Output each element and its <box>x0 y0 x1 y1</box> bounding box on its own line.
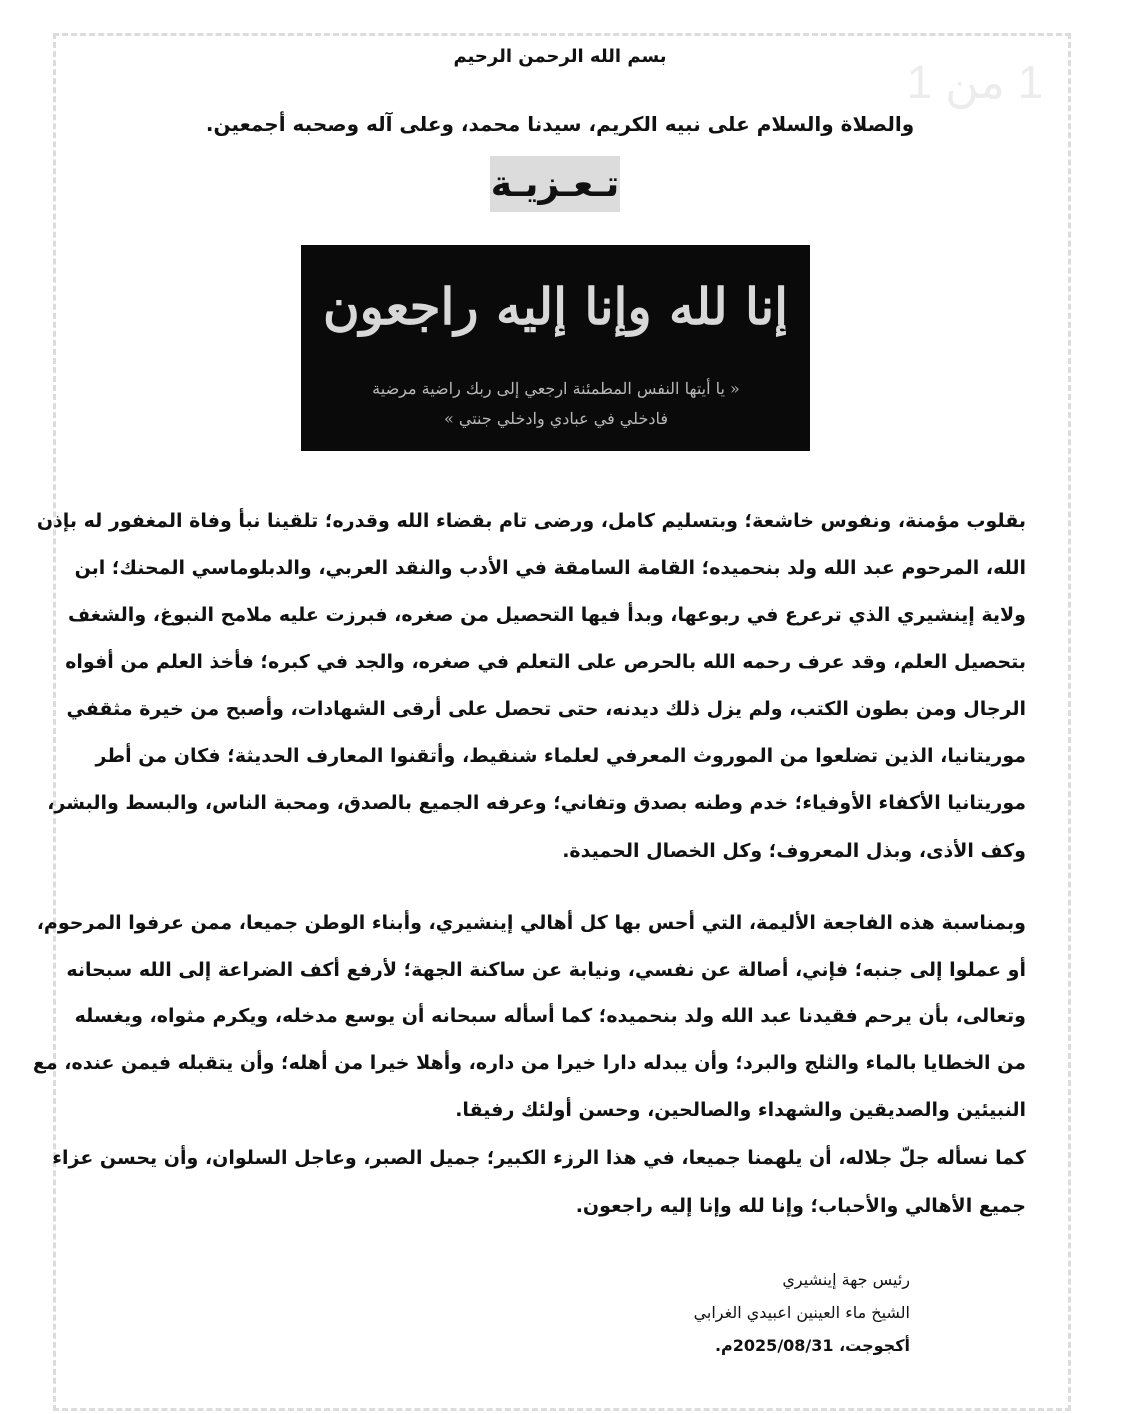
banner-verse-line-2: فادخلي في عبادي وادخلي جنتي » <box>444 409 668 428</box>
paragraph-2-line: من الخطايا بالماء والثلج والبرد؛ وأن يبدله دارا خيرا من داره، وأهلا خيرا من أهله؛ وأن يتقبله فيمن عنده، مع <box>32 1052 1026 1074</box>
banner-verse-line-1: « يا أيتها النفس المطمئنة ارجعي إلى ربك راضية مرضية <box>372 379 740 398</box>
paragraph-1-line: وكف الأذى، وبذل المعروف؛ وكل الخصال الحميدة. <box>562 840 1026 862</box>
paragraph-2-line: كما نسأله جلّ جلاله، أن يلهمنا جميعا، في هذا الرزء الكبير؛ جميل الصبر، وعاجل السلوان، وأن يحسن عزاء <box>52 1147 1026 1169</box>
paragraph-1-line: موريتانيا، الذين تضلعوا من الموروث المعرفي لعلماء شنقيط، وأتقنوا المعارف الحديثة؛ فكان من أطر <box>95 745 1026 767</box>
paragraph-2-line: أو عملوا إلى جنبه؛ فإني، أصالة عن نفسي، ونيابة عن ساكنة الجهة؛ لأرفع أكف الضراعة إلى الله سبحانه <box>66 959 1026 981</box>
signature-place-date: أكجوجت، 2025/08/31م. <box>714 1336 910 1355</box>
paragraph-1-line: ولاية إينشيري الذي ترعرع في ربوعها، وبدأ فيها التحصيل من صغره، فبرزت عليه ملامح النبوغ، والشغف <box>67 604 1026 626</box>
banner-calligraphy: إنا لله وإنا إليه راجعون <box>322 277 789 336</box>
paragraph-2-line: النبيئين والصديقين والشهداء والصالحين، وحسن أولئك رفيقا. <box>455 1099 1026 1121</box>
paragraph-1-line: الله، المرحوم عبد الله ولد بنحميده؛ القامة السامقة في الأدب والنقد العربي، والدبلوماسي المحنك؛ ابن <box>74 557 1026 579</box>
signature-name: الشيخ ماء العينين اعبيدي الغرابي <box>693 1303 910 1322</box>
paragraph-1-line: بقلوب مؤمنة، ونفوس خاشعة؛ وبتسليم كامل، ورضى تام بقضاء الله وقدره؛ تلقينا نبأ وفاة المغفور له بإذن <box>36 510 1026 532</box>
paragraph-1-line: بتحصيل العلم، وقد عرف رحمه الله بالحرص على التعلم في صغره، والجد في كبره؛ فأخذ العلم من أفواه <box>65 651 1026 673</box>
basmala-heading: بسم الله الرحمن الرحيم <box>453 46 667 67</box>
paragraph-2-line: جميع الأهالي والأحباب؛ وإنا لله وإنا إليه راجعون. <box>575 1195 1026 1217</box>
paragraph-1-line: موريتانيا الأكفاء الأوفياء؛ خدم وطنه بصدق وتفاني؛ وعرفه الجميع بالصدق، ومحبة الناس، والبسط والبشر، <box>47 792 1026 814</box>
signature-role: رئيس جهة إينشيري <box>782 1270 910 1289</box>
paragraph-2-line: وتعالى، بأن يرحم فقيدنا عبد الله ولد بنحميده؛ كما أسأله سبحانه أن يوسع مدخله، ويكرم مثواه، ويغسله <box>74 1005 1026 1027</box>
paragraph-2-line: وبمناسبة هذه الفاجعة الأليمة، التي أحس بها كل أهالي إينشيري، وأبناء الوطن جميعا، ممن عرفوا المرحوم، <box>36 912 1026 934</box>
document-title: تـعـزيـة <box>490 163 620 205</box>
page-counter: 1 من 1 <box>906 56 1044 108</box>
condolence-banner-image <box>301 245 810 451</box>
title-highlight <box>490 156 620 212</box>
paragraph-1-line: الرجال ومن بطون الكتب، ولم يزل ذلك ديدنه، حتى تحصل على أرقى الشهادات، وأصبح من خيرة مثقفي <box>66 698 1026 720</box>
salat-line: والصلاة والسلام على نبيه الكريم، سيدنا محمد، وعلى آله وصحبه أجمعين. <box>205 112 915 136</box>
